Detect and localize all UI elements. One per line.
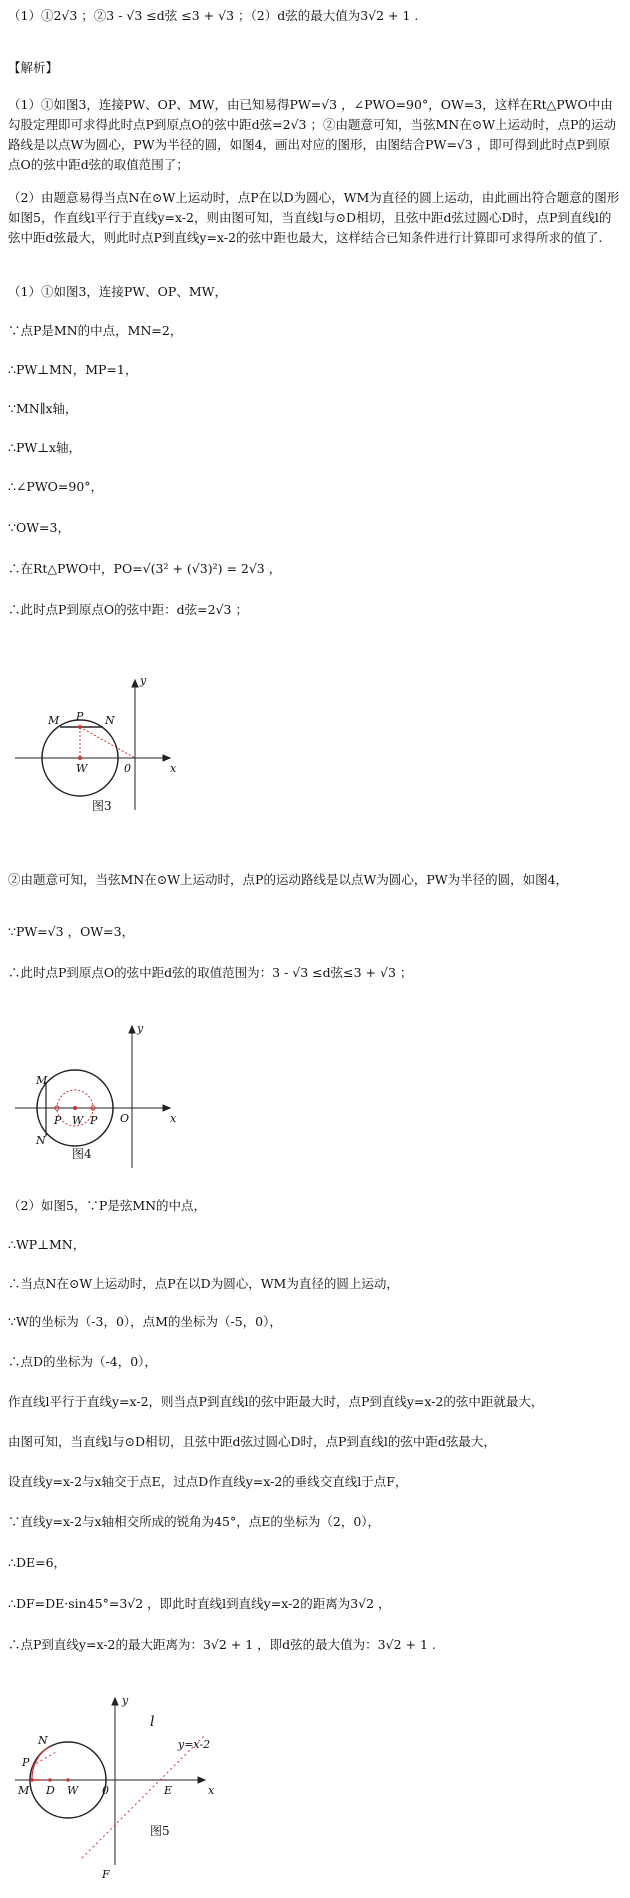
fig5-line-label: y=x-2 [178,1738,211,1751]
solution-line-22: ∴DE=6， [8,1555,67,1570]
solution-line-1: （1）①如图3，连接PW、OP、MW， [8,284,227,299]
fig4-caption: 图4 [72,1147,92,1161]
fig4-p-left-label: P [54,1114,62,1127]
y-axis-arrow [132,680,138,687]
fig3-origin-label: 0 [124,762,131,775]
fig3-y-label: y [140,674,147,687]
fig4-origin-label: O [120,1112,130,1125]
solution-line-24: ∴点P到直线y=x-2的最大距离为：3√2 + 1 ，即d弦的最大值为：3√2 + 1 . [8,1637,436,1652]
analysis-paragraph-2: （2）由题意易得当点N在⊙W上运动时，点P在以D为圆心，WM为直径的圆上运动，由此画出符合题意的图形如图5，作直线l平行于直线y=x-2，则由图可知，当直线l与⊙D相切，且弦中距d弦过圆心D时，点P到直线l的弦中距d弦最大，则此时点P到直线y=x-2的弦中距也最大，这样结合已知条件进行计算即可求得所求的值了. [8,190,620,245]
fig5-l-label: l [150,1714,155,1730]
solution-line-23: ∴DF=DE·sin45°=3√2 ，即此时直线l到直线y=x-2的距离为3√2 ， [8,1596,391,1611]
figure-3 [10,660,200,825]
point-d [48,1778,52,1782]
solution-line-6: ∴∠PWO=90°， [8,479,104,494]
solution-line-16: ∵W的坐标为（-3，0），点M的坐标为（-5，0）， [8,1314,282,1329]
solution-line-19: 由图可知，当直线l与⊙D相切，且弦中距d弦过圆心D时，点P到直线l的弦中距d弦最大， [8,1434,496,1449]
analysis-paragraph-1: （1）①如图3，连接PW、OP、MW，由已知易得PW=√3 ，∠PWO=90°，OW=3，这样在Rt△PWO中由勾股定理即可求得此时点P到原点O的弦中距d弦=2√3 ；②由题意可知，当弦MN在⊙W上运动时，点P的运动路线是以点W为圆心，PW为半径的圆，如图4，画出对应的图形，由图结合PW=√3 ，即可得到此时点P到原点O的弦中距d弦的取值范围了； [8,97,616,172]
x-axis-arrow [198,1777,205,1783]
point-w [78,756,82,760]
solution-line-5: ∴PW⊥x轴， [8,440,82,455]
fig3-p-label: P [76,710,84,723]
solution-line-9: ∴此时点P到原点O的弦中距：d弦=2√3 ； [8,602,248,617]
fig5-f-label: F [102,1868,110,1881]
solution-line-3: ∴PW⊥MN，MP=1， [8,362,138,377]
solution-line-7: ∵OW=3， [8,520,70,535]
fig5-e-label: E [164,1784,173,1797]
fig3-x-label: x [170,762,177,775]
solution-line-18: 作直线l平行于直线y=x-2，则当点P到直线l的弦中距最大时，点P到直线y=x-2的弦中距就最大， [8,1394,544,1409]
fig5-m-label: M [18,1784,30,1797]
figure-4 [10,1018,200,1178]
point-w [66,1778,70,1782]
solution-line-4: ∵MN∥x轴， [8,401,78,416]
fig4-p-right-label: P [90,1114,98,1127]
solution-line-17: ∴点D的坐标为（-4，0）， [8,1354,157,1369]
fig4-w-label: W [72,1114,84,1127]
fig5-d-label: D [46,1784,55,1797]
y-axis-arrow [112,1698,118,1705]
fig4-m-label: M [36,1074,48,1087]
solution-line-14: ∴WP⊥MN， [8,1237,86,1252]
solution-line-2: ∵点P是MN的中点，MN=2， [8,323,183,338]
fig5-p-label: P [22,1756,30,1769]
fig4-y-label: y [137,1022,144,1035]
solution-line-11: ∵PW=√3 ，OW=3， [8,924,135,939]
solution-line-21: ∵直线y=x-2与x轴相交所成的锐角为45°，点E的坐标为（2，0）， [8,1514,381,1529]
fig5-origin-label: 0 [102,1784,109,1797]
fig3-caption: 图3 [92,799,112,813]
solution-line-13: （2）如图5，∵P是弦MN的中点， [8,1198,207,1213]
fig5-n-label: N [38,1734,48,1747]
solution-line-20: 设直线y=x-2与x轴交于点E，过点D作直线y=x-2的垂线交直线l于点F， [8,1474,408,1489]
x-axis-arrow [163,755,170,761]
solution-line-12: ∴此时点P到原点O的弦中距d弦的取值范围为：3 - √3 ≤d弦≤3 + √3 ； [8,965,413,980]
solution-line-15: ∴当点N在⊙W上运动时，点P在以D为圆心，WM为直径的圆上运动， [8,1276,399,1291]
figure-5 [10,1690,230,1895]
x-axis-arrow [163,1105,170,1111]
fig5-caption: 图5 [150,1824,170,1838]
analysis-title: 【解析】 [8,60,59,75]
fig3-m-label: M [48,714,60,727]
answer-line: （1）①2√3 ；②3 - √3 ≤d弦 ≤3 + √3 ；（2）d弦的最大值为3√2 + 1 . [8,8,419,23]
fig3-n-label: N [105,714,115,727]
fig3-w-label: W [76,762,88,775]
solution-line-8: ∴在Rt△PWO中，PO=√(3² + (√3)²) = 2√3 ， [8,561,282,576]
fig5-w-label: W [67,1784,79,1797]
fig5-x-label: x [208,1784,215,1797]
fig4-n-label: N [36,1134,46,1147]
y-axis-arrow [129,1026,135,1033]
solution-line-10: ②由题意可知，当弦MN在⊙W上运动时，点P的运动路线是以点W为圆心，PW为半径的圆，如图4， [8,872,569,887]
point-m [30,1778,34,1782]
fig4-x-label: x [170,1112,177,1125]
fig5-y-label: y [122,1694,129,1707]
point-w [73,1106,77,1110]
point-p [78,725,82,729]
line-y-eq-x-minus-2 [82,1735,205,1858]
arc-mn [32,1746,50,1780]
